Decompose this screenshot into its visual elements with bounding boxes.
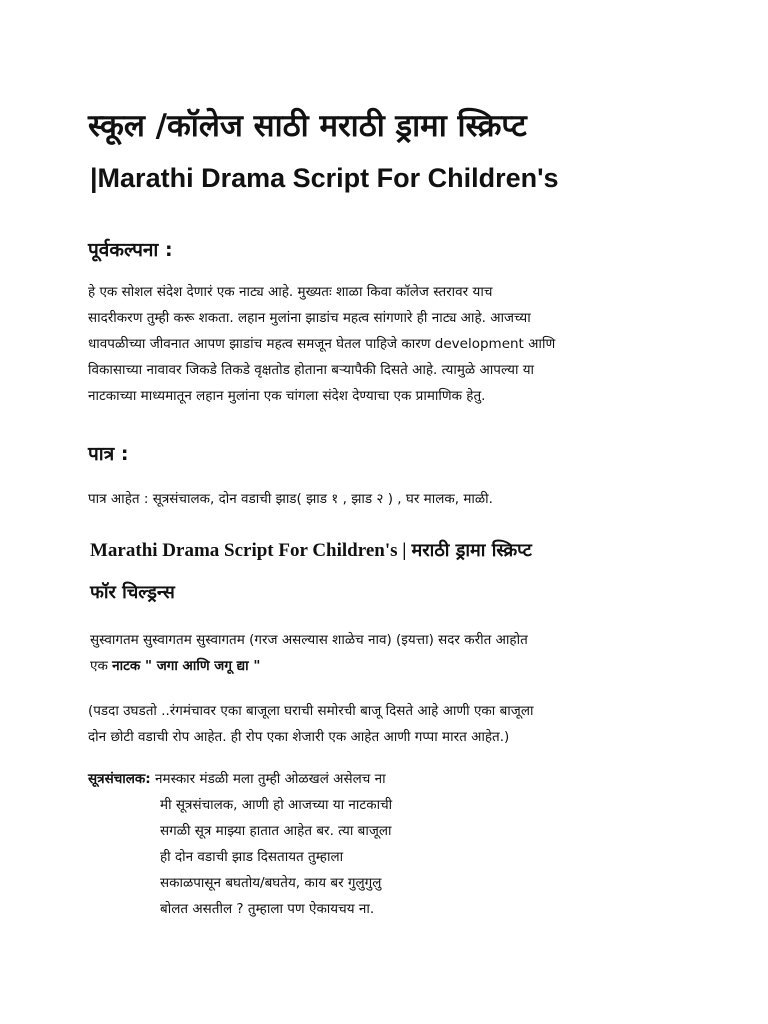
stage-line: (पडदा उघडतो ..रंगमंचावर एका बाजूला घराची समोरची बाजू दिसते आहे आणी एका बाजूला xyxy=(88,703,534,719)
dialog-line: मी सूत्रसंचालक, आणी हो आजच्या या नाटकाची xyxy=(160,797,393,813)
dialog-line: ही दोन वडाची झाड दिसतायत तुम्हाला xyxy=(160,849,344,865)
welcome-line: सुस्वागतम सुस्वागतम सुस्वागतम (गरज असल्यास शाळेच नाव) (इयत्ता) सदर करीत आहोत xyxy=(90,632,528,648)
intro-line: नाटकाच्या माध्यमातून लहान मुलांना एक चांगला संदेश देण्याचा एक प्रामाणिक हेतु. xyxy=(88,388,486,404)
characters-line: पात्र आहेत : सूत्रसंचालक, दोन वडाची झाड( झाड १ , झाड २ ) , घर मालक, माळी. xyxy=(88,491,493,507)
stage-direction xyxy=(88,698,533,750)
page-title-english: |Marathi Drama Script For Children's xyxy=(90,163,559,193)
dialog-continuation xyxy=(160,792,392,922)
welcome-line-2 xyxy=(90,653,528,679)
script-heading-marathi-line2: फॉर चिल्ड्रन्स xyxy=(90,582,175,603)
stage-line: दोन छोटी वडाची रोप आहेत. ही रोप एका शेजारी एक आहेत आणी गप्पा मारत आहेत.) xyxy=(88,729,510,745)
intro-line: विकासाच्या नावावर जिकडे तिकडे वृक्षतोड होताना बऱ्यापैकी दिसते आहे. त्यामुळे आपल्या या xyxy=(88,362,535,378)
characters-heading: पात्र : xyxy=(88,443,129,465)
dialog-first-line xyxy=(88,766,386,792)
welcome-prefix: एक xyxy=(90,658,108,674)
intro-line: हे एक सोशल संदेश देणारं एक नाट्य आहे. मुख्यतः शाळा किवा कॉलेज स्तरावर याच xyxy=(88,284,493,300)
script-heading-marathi: मराठी ड्रामा स्क्रिप्ट xyxy=(411,540,532,561)
dialog-text: नमस्कार मंडळी मला तुम्ही ओळखलं असेलच ना xyxy=(155,771,386,787)
dialog-line: बोलत असतील ? तुम्हाला पण ऐकायचय ना. xyxy=(160,901,375,917)
script-heading xyxy=(90,538,532,562)
intro-line: सादरीकरण तुम्ही करू शकता. लहान मुलांना झाडांच महत्व सांगणारे ही नाट्य आहे. आजच्या xyxy=(88,310,531,326)
script-heading-english: Marathi Drama Script For Children's | xyxy=(90,540,407,561)
welcome-paragraph xyxy=(90,627,528,679)
intro-paragraph xyxy=(88,279,555,409)
dialog-line: सकाळपासून बघतोय/बघतेय, काय बर गुलुगुलु xyxy=(160,875,382,891)
dialog-line: सगळी सूत्र माझ्या हातात आहेत बर. त्या बाजूला xyxy=(160,823,392,839)
intro-line: धावपळीच्या जीवनात आपण झाडांच महत्व समजून घेतल पाहिजे कारण development आणि xyxy=(88,336,556,352)
speaker-label: सूत्रसंचालक: xyxy=(88,771,151,787)
intro-heading: पूर्वकल्पना : xyxy=(88,239,173,261)
play-name: नाटक " जगा आणि जगू द्या " xyxy=(112,658,261,674)
page-title-marathi: स्कूल /कॉलेज साठी मराठी ड्रामा स्क्रिप्ट xyxy=(88,108,527,144)
